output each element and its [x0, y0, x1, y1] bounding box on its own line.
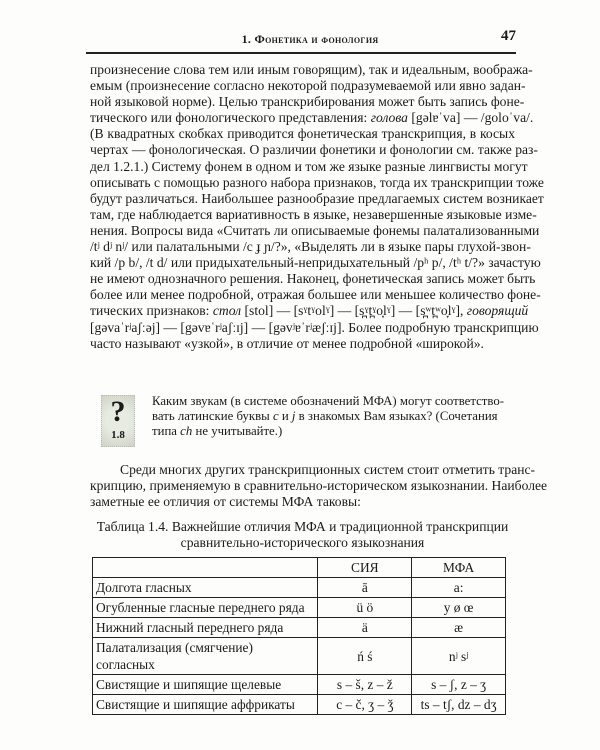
page-number: 47 [501, 28, 516, 44]
text-segment: [gəlɐˈva] — /goloˈva/. [407, 110, 534, 126]
text-segment: заметные ее отличия от системы МФА таковы: [90, 494, 361, 510]
text-segment: [stol] — [sˠtˠolˠ] — [s̪ˠt̪ˠo̞lˠ] — [s̪ʷt̪ʷo̞lˠ], [241, 303, 467, 319]
ipa-cell: s – ʃ, z – ʒ [412, 675, 506, 695]
ipa-cell: æ [412, 618, 506, 638]
text-segment: крипцию, применяемую в сравнительно-историческом языкознании. Наиболее [90, 478, 548, 494]
text-line [90, 287, 541, 303]
text-segment: будут различаться. Наибольшее разнообразие предлагаемых систем возникает [90, 190, 544, 206]
ipa-cell: a: [412, 578, 506, 598]
text-segment: ной языковой норме). Целью транскрибирования может быть запись фоне- [90, 94, 525, 110]
text-line [90, 222, 540, 239]
text-line [90, 255, 541, 271]
feature-cell: Палатализация (смягчение) согласных [93, 638, 318, 675]
text-segment: произнесение слова тем или иным говорящим), так и идеальным, вообража- [90, 62, 533, 77]
siya-cell: s – š, z – ž [318, 675, 412, 695]
italic-example-word: стол [212, 303, 242, 319]
italic-example-word: говорящий [466, 303, 529, 319]
text-segment: Каким звукам (в системе обозначений МФА) могут соответство- [152, 394, 505, 408]
text-segment: дел 1.2.1.) Систему фонем в одном и том же языке разные лингвисты могут [90, 158, 528, 174]
text-segment: (В квадратных скобках приводится фонетическая транскрипция, в косых [90, 126, 515, 142]
table-caption [90, 519, 515, 551]
text-segment: кий /p b/, /t d/ или придыхательный-непридыхательный /pʰ p/, /tʰ t/?» зачастую [90, 255, 541, 271]
question-text [152, 394, 505, 439]
feature-cell: Огубленные гласные переднего ряда [93, 598, 318, 618]
text-line [90, 462, 536, 478]
ipa-cell: y ø œ [412, 598, 506, 618]
table-caption-line1: Таблица 1.4. Важнейшие отличия МФА и традиционной транскрипции [96, 519, 509, 534]
text-line [90, 126, 515, 142]
feature-cell: Свистящие и шипящие щелевые [93, 675, 318, 695]
text-segment: вать латинские буквы [152, 409, 273, 423]
paragraph-comparative [90, 462, 548, 510]
text-line [90, 142, 538, 158]
italic-example-word: c [272, 409, 279, 423]
text-line [152, 424, 497, 439]
siya-cell: ń ś [318, 638, 412, 675]
paragraph-transcription [90, 62, 544, 352]
text-line [90, 206, 537, 223]
italic-example-word: голова [370, 110, 408, 126]
text-line [152, 394, 505, 409]
siya-cell: c – č, ʒ – ǯ [318, 695, 412, 715]
table-row [93, 598, 506, 618]
text-segment: там, где наблюдается вариативность в языке, незавершенные языковые изме- [90, 206, 537, 222]
siya-cell: ü ö [318, 598, 412, 618]
text-line [90, 110, 534, 126]
question-icon [101, 395, 135, 447]
text-line [90, 62, 533, 78]
text-segment: и [278, 409, 292, 423]
text-segment: не учитывайте.) [192, 424, 283, 438]
text-line [90, 478, 548, 494]
table-row [93, 618, 506, 638]
text-line [90, 494, 515, 510]
text-segment: /tʲ dʲ nʲ/ или палатальными /c ɟ ɲ/?», «Выделять ли в языке пары глухой-звон- [90, 239, 531, 255]
table-row [93, 578, 506, 598]
text-line [90, 94, 525, 110]
header-rule [86, 52, 516, 54]
table-row [93, 675, 506, 695]
text-line [90, 174, 544, 191]
text-line [152, 409, 497, 424]
text-segment: типа [152, 424, 181, 438]
text-segment: в знакомых Вам языках? (Сочетания [295, 409, 498, 423]
text-line [90, 190, 544, 207]
text-line [90, 78, 526, 94]
ipa-cell: ts – tʃ, dz – dʒ [412, 695, 506, 715]
text-line [90, 303, 529, 319]
ipa-cell: nʲ sʲ [412, 638, 506, 675]
text-segment: нения. Вопросы вида «Считать ли описываемые фонемы палатализованными [90, 222, 540, 238]
question-mark-icon: ? [110, 395, 126, 428]
table-row [93, 695, 506, 715]
table-caption-line2: сравнительно-исторического языкознания [180, 535, 425, 550]
text-segment: тических признаков: [90, 303, 213, 319]
text-segment: описывать с помощью разного набора признаков, тогда их транскрипции тоже [90, 174, 544, 190]
siya-cell: ā [318, 578, 412, 598]
text-segment: часто называют «узкой», в отличие от менее подробной «широкой». [90, 335, 484, 351]
column-header: МФА [412, 558, 506, 578]
table-header-row [93, 558, 506, 578]
column-header: СИЯ [318, 558, 412, 578]
column-header [93, 558, 318, 578]
running-header-title: 1. Фонетика и фонология [241, 32, 379, 46]
text-line [90, 158, 528, 175]
text-segment: емым (произнесение согласно некоторой подразумеваемой или явно задан- [90, 78, 526, 94]
text-segment: чертах — фонологическая. О различии фонетики и фонологии см. также раз- [90, 142, 538, 158]
table-row [93, 638, 506, 675]
text-line [90, 239, 531, 255]
feature-cell: Долгота гласных [93, 578, 318, 598]
siya-cell: ä [318, 618, 412, 638]
italic-example-word: j [291, 409, 296, 423]
question-number: 1.8 [111, 429, 125, 441]
text-segment: тического или фонологического представления: [90, 110, 371, 126]
transcription-comparison-table [92, 557, 506, 715]
text-segment: более или менее подробной, отражая большее или меньшее количество фоне- [90, 287, 541, 303]
text-segment: Среди многих других транскрипционных систем стоит отметить транс- [120, 462, 536, 477]
text-segment: [gəvaˈrʲaʃːəj] — [gəvɐˈrʲaʃːɪj] — [gəvʲɐˈrʲæʃːɪj]. Более подробную транскрипцию [90, 319, 539, 335]
feature-cell: Свистящие и шипящие аффрикаты [93, 695, 318, 715]
feature-cell: Нижний гласный переднего ряда [93, 618, 318, 638]
text-line [90, 271, 536, 287]
italic-example-word: ch [180, 424, 193, 438]
text-line [90, 319, 539, 336]
text-segment: не имеют однозначного решения. Наконец, фонетическая запись может быть [90, 271, 536, 287]
text-line [90, 336, 515, 352]
